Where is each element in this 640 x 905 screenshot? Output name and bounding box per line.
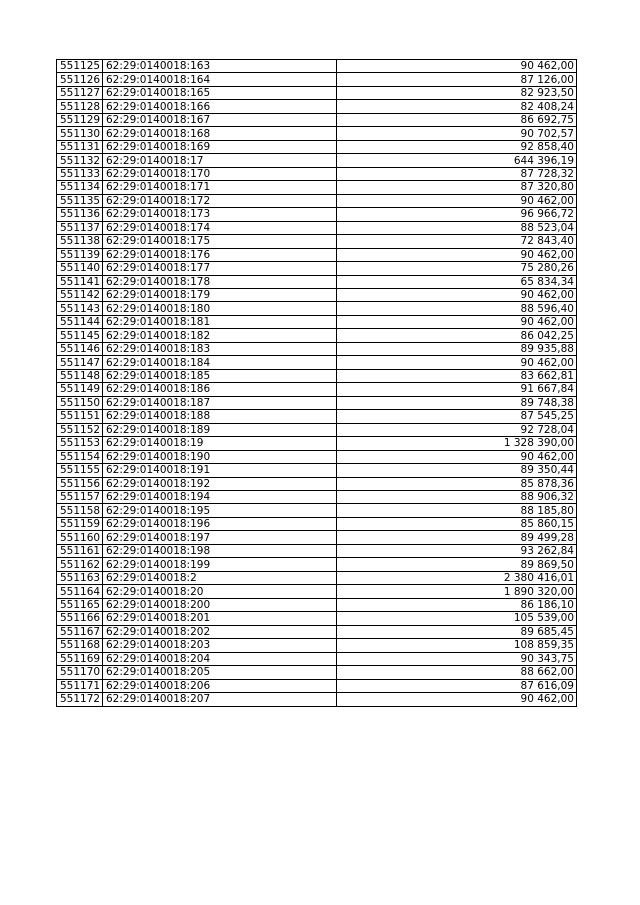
table-row [57,652,577,665]
cadastral-number-cell: 62:29:0140018:181 [103,315,337,328]
value-cell: 89 869,50 [337,558,577,571]
table-row [57,571,577,584]
value-cell: 105 539,00 [337,612,577,625]
table-row [57,248,577,261]
row-id-cell: 551147 [57,356,103,369]
value-cell: 90 462,00 [337,288,577,301]
table-row [57,423,577,436]
cadastral-number-cell: 62:29:0140018:170 [103,167,337,180]
cadastral-number-cell: 62:29:0140018:185 [103,369,337,382]
table-row [57,113,577,126]
table-row [57,167,577,180]
cadastral-number-cell: 62:29:0140018:207 [103,693,337,706]
row-id-cell: 551127 [57,86,103,99]
cadastral-number-cell: 62:29:0140018:186 [103,383,337,396]
table-row [57,693,577,706]
row-id-cell: 551135 [57,194,103,207]
value-cell: 72 843,40 [337,235,577,248]
cadastral-number-cell: 62:29:0140018:189 [103,423,337,436]
cadastral-number-cell: 62:29:0140018:169 [103,140,337,153]
cadastral-number-cell: 62:29:0140018:201 [103,612,337,625]
value-cell: 1 890 320,00 [337,585,577,598]
row-id-cell: 551150 [57,396,103,409]
value-cell: 90 462,00 [337,60,577,73]
row-id-cell: 551136 [57,208,103,221]
cadastral-number-cell: 62:29:0140018:199 [103,558,337,571]
value-cell: 90 462,00 [337,315,577,328]
row-id-cell: 551164 [57,585,103,598]
value-cell: 1 328 390,00 [337,437,577,450]
row-id-cell: 551151 [57,410,103,423]
table-body [57,60,577,707]
cadastral-number-cell: 62:29:0140018:179 [103,288,337,301]
row-id-cell: 551140 [57,262,103,275]
cadastral-number-cell: 62:29:0140018:163 [103,60,337,73]
cadastral-number-cell: 62:29:0140018:2 [103,571,337,584]
table-row [57,625,577,638]
row-id-cell: 551148 [57,369,103,382]
row-id-cell: 551126 [57,73,103,86]
row-id-cell: 551132 [57,154,103,167]
value-cell: 85 860,15 [337,517,577,530]
value-cell: 86 042,25 [337,329,577,342]
row-id-cell: 551133 [57,167,103,180]
cadastral-number-cell: 62:29:0140018:187 [103,396,337,409]
row-id-cell: 551146 [57,342,103,355]
table-row [57,517,577,530]
value-cell: 87 545,25 [337,410,577,423]
value-cell: 89 350,44 [337,464,577,477]
cadastral-number-cell: 62:29:0140018:203 [103,639,337,652]
value-cell: 82 408,24 [337,100,577,113]
value-cell: 90 462,00 [337,356,577,369]
cadastral-number-cell: 62:29:0140018:167 [103,113,337,126]
row-id-cell: 551141 [57,275,103,288]
cadastral-number-cell: 62:29:0140018:182 [103,329,337,342]
table-row [57,154,577,167]
table-row [57,194,577,207]
row-id-cell: 551156 [57,477,103,490]
cadastral-number-cell: 62:29:0140018:166 [103,100,337,113]
table-row [57,450,577,463]
row-id-cell: 551139 [57,248,103,261]
cadastral-number-cell: 62:29:0140018:183 [103,342,337,355]
value-cell: 90 702,57 [337,127,577,140]
row-id-cell: 551169 [57,652,103,665]
cadastral-number-cell: 62:29:0140018:171 [103,181,337,194]
value-cell: 88 662,00 [337,666,577,679]
row-id-cell: 551137 [57,221,103,234]
value-cell: 75 280,26 [337,262,577,275]
cadastral-number-cell: 62:29:0140018:172 [103,194,337,207]
table-row [57,410,577,423]
table-row [57,342,577,355]
value-cell: 88 596,40 [337,302,577,315]
data-table [56,59,577,707]
value-cell: 90 462,00 [337,693,577,706]
cadastral-number-cell: 62:29:0140018:20 [103,585,337,598]
table-row [57,127,577,140]
table-row [57,262,577,275]
row-id-cell: 551131 [57,140,103,153]
table-row [57,221,577,234]
table-row [57,679,577,692]
value-cell: 108 859,35 [337,639,577,652]
table-row [57,140,577,153]
table-row [57,491,577,504]
value-cell: 85 878,36 [337,477,577,490]
value-cell: 87 126,00 [337,73,577,86]
cadastral-number-cell: 62:29:0140018:164 [103,73,337,86]
cadastral-number-cell: 62:29:0140018:173 [103,208,337,221]
cadastral-number-cell: 62:29:0140018:197 [103,531,337,544]
cadastral-number-cell: 62:29:0140018:196 [103,517,337,530]
table-row [57,544,577,557]
value-cell: 88 906,32 [337,491,577,504]
row-id-cell: 551160 [57,531,103,544]
table-row [57,598,577,611]
table-row [57,666,577,679]
cadastral-number-cell: 62:29:0140018:192 [103,477,337,490]
value-cell: 87 728,32 [337,167,577,180]
row-id-cell: 551149 [57,383,103,396]
table-row [57,585,577,598]
value-cell: 65 834,34 [337,275,577,288]
value-cell: 89 748,38 [337,396,577,409]
cadastral-number-cell: 62:29:0140018:174 [103,221,337,234]
table-row [57,531,577,544]
value-cell: 89 935,88 [337,342,577,355]
row-id-cell: 551154 [57,450,103,463]
value-cell: 90 343,75 [337,652,577,665]
row-id-cell: 551170 [57,666,103,679]
cadastral-number-cell: 62:29:0140018:194 [103,491,337,504]
value-cell: 86 692,75 [337,113,577,126]
value-cell: 2 380 416,01 [337,571,577,584]
table-row [57,329,577,342]
value-cell: 93 262,84 [337,544,577,557]
value-cell: 644 396,19 [337,154,577,167]
value-cell: 87 320,80 [337,181,577,194]
value-cell: 88 185,80 [337,504,577,517]
table-row [57,315,577,328]
cadastral-number-cell: 62:29:0140018:178 [103,275,337,288]
row-id-cell: 551161 [57,544,103,557]
row-id-cell: 551134 [57,181,103,194]
value-cell: 87 616,09 [337,679,577,692]
value-cell: 89 685,45 [337,625,577,638]
row-id-cell: 551145 [57,329,103,342]
table-row [57,181,577,194]
row-id-cell: 551163 [57,571,103,584]
cadastral-number-cell: 62:29:0140018:19 [103,437,337,450]
table-row [57,464,577,477]
row-id-cell: 551159 [57,517,103,530]
cadastral-number-cell: 62:29:0140018:205 [103,666,337,679]
row-id-cell: 551172 [57,693,103,706]
table-row [57,235,577,248]
table-row [57,356,577,369]
value-cell: 83 662,81 [337,369,577,382]
value-cell: 96 966,72 [337,208,577,221]
cadastral-number-cell: 62:29:0140018:177 [103,262,337,275]
table-row [57,73,577,86]
row-id-cell: 551142 [57,288,103,301]
value-cell: 90 462,00 [337,450,577,463]
table-row [57,612,577,625]
table-row [57,639,577,652]
row-id-cell: 551171 [57,679,103,692]
table-row [57,302,577,315]
table-row [57,60,577,73]
row-id-cell: 551158 [57,504,103,517]
value-cell: 88 523,04 [337,221,577,234]
cadastral-number-cell: 62:29:0140018:184 [103,356,337,369]
row-id-cell: 551165 [57,598,103,611]
cadastral-number-cell: 62:29:0140018:200 [103,598,337,611]
row-id-cell: 551162 [57,558,103,571]
row-id-cell: 551168 [57,639,103,652]
row-id-cell: 551166 [57,612,103,625]
row-id-cell: 551125 [57,60,103,73]
row-id-cell: 551128 [57,100,103,113]
table-row [57,86,577,99]
cadastral-number-cell: 62:29:0140018:180 [103,302,337,315]
table-row [57,396,577,409]
row-id-cell: 551129 [57,113,103,126]
cadastral-number-cell: 62:29:0140018:165 [103,86,337,99]
cadastral-number-cell: 62:29:0140018:176 [103,248,337,261]
cadastral-number-cell: 62:29:0140018:198 [103,544,337,557]
cadastral-number-cell: 62:29:0140018:17 [103,154,337,167]
value-cell: 92 728,04 [337,423,577,436]
cadastral-number-cell: 62:29:0140018:206 [103,679,337,692]
row-id-cell: 551138 [57,235,103,248]
table-row [57,383,577,396]
value-cell: 90 462,00 [337,194,577,207]
cadastral-number-cell: 62:29:0140018:188 [103,410,337,423]
table-row [57,437,577,450]
table-row [57,477,577,490]
value-cell: 92 858,40 [337,140,577,153]
cadastral-number-cell: 62:29:0140018:204 [103,652,337,665]
value-cell: 89 499,28 [337,531,577,544]
value-cell: 90 462,00 [337,248,577,261]
row-id-cell: 551143 [57,302,103,315]
row-id-cell: 551157 [57,491,103,504]
cadastral-number-cell: 62:29:0140018:191 [103,464,337,477]
table-row [57,288,577,301]
table-row [57,275,577,288]
value-cell: 86 186,10 [337,598,577,611]
row-id-cell: 551167 [57,625,103,638]
cadastral-number-cell: 62:29:0140018:202 [103,625,337,638]
cadastral-number-cell: 62:29:0140018:195 [103,504,337,517]
cadastral-number-cell: 62:29:0140018:175 [103,235,337,248]
row-id-cell: 551144 [57,315,103,328]
table-row [57,369,577,382]
table-row [57,504,577,517]
value-cell: 82 923,50 [337,86,577,99]
table-row [57,558,577,571]
cadastral-number-cell: 62:29:0140018:168 [103,127,337,140]
table-row [57,100,577,113]
row-id-cell: 551152 [57,423,103,436]
row-id-cell: 551153 [57,437,103,450]
value-cell: 91 667,84 [337,383,577,396]
cadastral-number-cell: 62:29:0140018:190 [103,450,337,463]
row-id-cell: 551155 [57,464,103,477]
row-id-cell: 551130 [57,127,103,140]
table-row [57,208,577,221]
